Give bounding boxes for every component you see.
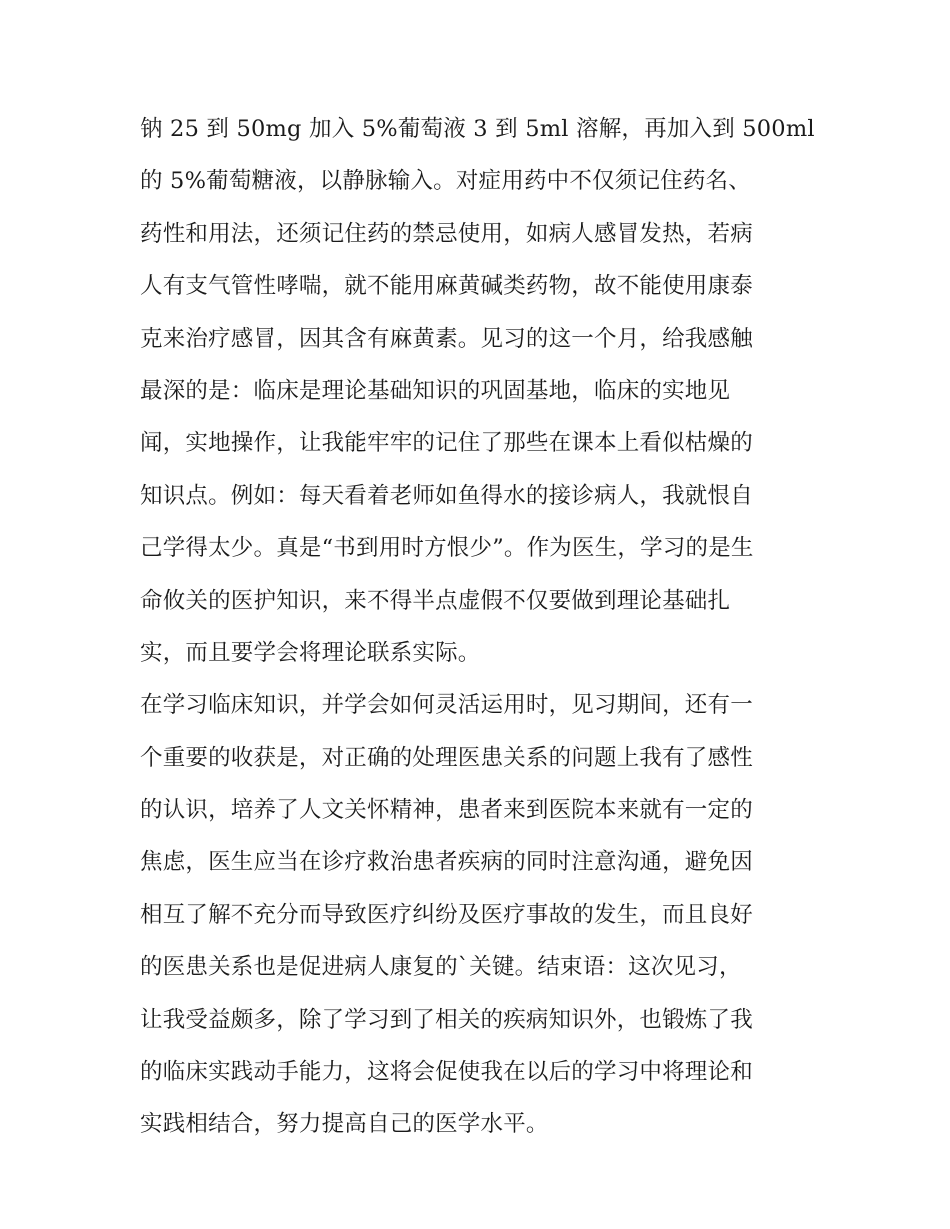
- text-line: 最深的是：临床是理论基础知识的巩固基地，临床的实地见: [140, 377, 731, 404]
- text-line: 命攸关的医护知识，来不得半点虚假不仅要做到理论基础扎: [140, 587, 731, 614]
- text-line: 己学得太少。真是“书到用时方恨少”。作为医生，学习的是生: [140, 535, 754, 562]
- text-line: 克来治疗感冒，因其含有麻黄素。见习的这一个月，给我感触: [140, 325, 753, 352]
- text-line: 的临床实践动手能力，这将会促使我在以后的学习中将理论和: [140, 1059, 753, 1086]
- text-line: 钠 25 到 50mg 加入 5%葡萄液 3 到 5ml 溶解，再加入到 500ml: [140, 116, 815, 142]
- text-line: 实践相结合，努力提高自己的医学水平。: [140, 1111, 549, 1138]
- text-line: 闻，实地操作，让我能牢牢的记住了那些在课本上看似枯燥的: [140, 430, 753, 457]
- text-line: 个重要的收获是，对正确的处理医患关系的问题上我有了感性: [140, 744, 753, 771]
- text-line: 的 5%葡萄糖液，以静脉输入。对症用药中不仅须记住药名、: [140, 168, 751, 195]
- text-line: 实，而且要学会将理论联系实际。: [140, 639, 481, 666]
- text-line: 药性和用法，还须记住药的禁忌使用，如病人感冒发热，若病: [140, 220, 753, 247]
- text-line: 在学习临床知识，并学会如何灵活运用时，见习期间，还有一: [140, 692, 753, 719]
- body-text: [140, 103, 820, 1151]
- text-line: 让我受益颇多，除了学习到了相关的疾病知识外，也锻炼了我: [140, 1006, 753, 1033]
- text-line: 人有支气管性哮喘，就不能用麻黄碱类药物，故不能使用康泰: [140, 273, 753, 300]
- text-line: 的认识，培养了人文关怀精神，患者来到医院本来就有一定的: [140, 797, 753, 824]
- text-line: 的医患关系也是促进病人康复的`关键。结束语：这次见习，: [140, 954, 742, 981]
- text-line: 焦虑，医生应当在诊疗救治患者疾病的同时注意沟通，避免因: [140, 849, 753, 876]
- text-line: 知识点。例如：每天看着老师如鱼得水的接诊病人，我就恨自: [140, 482, 753, 509]
- text-line: 相互了解不充分而导致医疗纠纷及医疗事故的发生，而且良好: [140, 901, 753, 928]
